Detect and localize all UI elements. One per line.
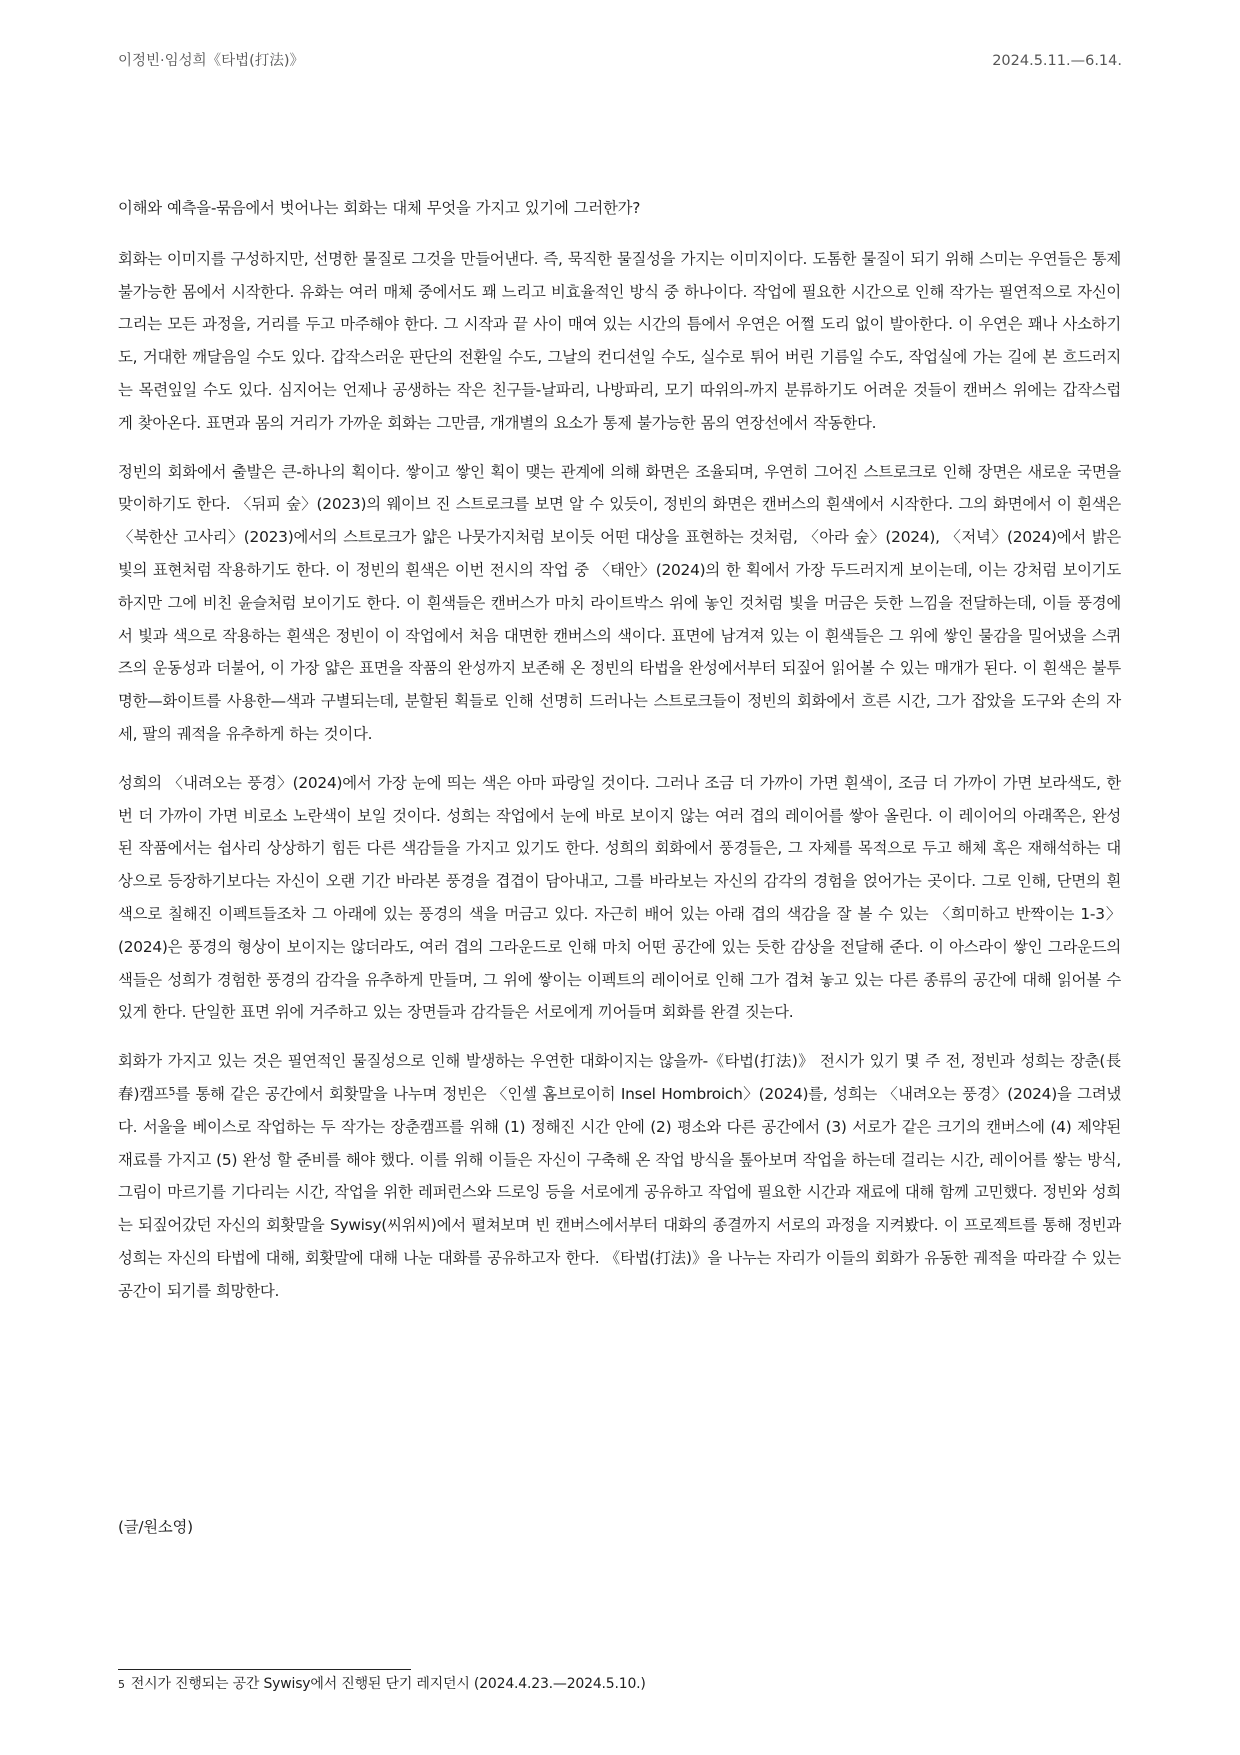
author-credit: (글/원소영)	[118, 1518, 193, 1536]
paragraph-4	[118, 1045, 1121, 1307]
paragraph-3: 성희의 〈내려오는 풍경〉(2024)에서 가장 눈에 띄는 색은 아마 파랑일 것이다. 그러나 조금 더 가까이 가면 흰색이, 조금 더 가까이 가면 보라색도, 한 번 더 가까이 가면 비로소 노란색이 보일 것이다. 성희는 작업에서 눈에 바로 보이지 않는 여러 겹의 레이어를 쌓아 올린다. 이 레이어의 아래쪽은, 완성된 작품에서는 쉽사리 상상하기 힘든 다른 색감들을 가지고 있기도 한다. 성희의 회화에서 풍경들은, 그 자체를 목적으로 두고 해체 혹은 재해석하는 대상으로 등장하기보다는 자신이 오랜 기간 바라본 풍경을 겹겹이 담아내고, 그를 바라보는 자신의 감각의 경험을 얹어가는 곳이다. 그로 인해, 단면의 흰색으로 칠해진 이펙트들조차 그 아래에 있는 풍경의 색을 머금고 있다. 자근히 배어 있는 아래 겹의 색감을 잘 볼 수 있는 〈희미하고 반짝이는 1-3〉(2024)은 풍경의 형상이 보이지는 않더라도, 여러 겹의 그라운드로 인해 마치 어떤 공간에 있는 듯한 감상을 전달해 준다. 이 아스라이 쌓인 그라운드의 색들은 성희가 경험한 풍경의 감각을 유추하게 만들며, 그 위에 쌓이는 이펙트의 레이어로 인해 그가 겹쳐 놓고 있는 다른 종류의 공간에 대해 읽어볼 수 있게 한다. 단일한 표면 위에 거주하고 있는 장면들과 감각들은 서로에게 끼어들며 회화를 완결 짓는다.	[118, 773, 1121, 1022]
essay-body	[118, 192, 1121, 1324]
footnote-text: 전시가 진행되는 공간 Sywisy에서 진행된 단기 레지던시 (2024.4.23.—2024.5.10.)	[130, 1676, 646, 1692]
exhibition-dates: 2024.5.11.—6.14.	[992, 53, 1122, 69]
footnote-number: 5	[118, 1678, 125, 1691]
exhibition-title: 이정빈·임성희《타법(打法)》	[118, 53, 304, 69]
page-header	[118, 46, 1122, 76]
paragraph-4-part-a: 회화가 가지고 있는 것은 필연적인 물질성으로 인해 발생하는 우연한 대화이지는 않을까-《타법(打法)》 전시가 있기 몇 주 전, 정빈과 성희는 장춘(長春)캠프	[118, 1052, 1121, 1103]
footnote	[118, 1672, 646, 1697]
footnote-divider	[118, 1669, 411, 1670]
lead-question: 이해와 예측을-묶음에서 벗어나는 회화는 대체 무엇을 가지고 있기에 그러한가?	[118, 199, 641, 217]
paragraph-1: 회화는 이미지를 구성하지만, 선명한 물질로 그것을 만들어낸다. 즉, 묵직한 물질성을 가지는 이미지이다. 도톰한 물질이 되기 위해 스미는 우연들은 통제 불가능한 몸에서 시작한다. 유화는 여러 매체 중에서도 꽤 느리고 비효율적인 방식 중 하나이다. 작업에 필요한 시간으로 인해 작가는 필연적으로 자신이 그리는 모든 과정을, 거리를 두고 마주해야 한다. 그 시작과 끝 사이 매여 있는 시간의 틈에서 우연은 어쩔 도리 없이 발아한다. 이 우연은 꽤나 사소하기도, 거대한 깨달음일 수도 있다. 갑작스러운 판단의 전환일 수도, 그날의 컨디션일 수도, 실수로 튀어 버린 기름일 수도, 작업실에 가는 길에 본 흐드러지는 목련잎일 수도 있다. 심지어는 언제나 공생하는 작은 친구들-날파리, 나방파리, 모기 따위의-까지 분류하기도 어려운 것들이 캔버스 위에는 갑작스럽게 찾아온다. 표면과 몸의 거리가 가까운 회화는 그만큼, 개개별의 요소가 통제 불가능한 몸의 연장선에서 작동한다.	[118, 249, 1121, 432]
footnote-reference[interactable]: 5	[168, 1084, 176, 1098]
paragraph-2: 정빈의 회화에서 출발은 큰-하나의 획이다. 쌓이고 쌓인 획이 맺는 관계에 의해 화면은 조율되며, 우연히 그어진 스트로크로 인해 장면은 새로운 국면을 맞이하기도 한다. 〈뒤피 숲〉(2023)의 웨이브 진 스트로크를 보면 알 수 있듯이, 정빈의 화면은 캔버스의 흰색에서 시작한다. 그의 화면에서 이 흰색은 〈북한산 고사리〉(2023)에서의 스트로크가 얇은 나뭇가지처럼 보이듯 어떤 대상을 표현하는 것처럼, 〈아라 숲〉(2024), 〈저녁〉(2024)에서 밝은 빛의 표현처럼 작용하기도 한다. 이 정빈의 흰색은 이번 전시의 작업 중 〈태안〉(2024)의 한 획에서 가장 두드러지게 보이는데, 이는 강처럼 보이기도 하지만 그에 비친 윤슬처럼 보이기도 한다. 이 흰색들은 캔버스가 마치 라이트박스 위에 놓인 것처럼 빛을 머금은 듯한 느낌을 전달하는데, 이들 풍경에서 빛과 색으로 작용하는 흰색은 정빈이 이 작업에서 처음 대면한 캔버스의 색이다. 표면에 남겨져 있는 이 흰색들은 그 위에 쌓인 물감을 밀어냈을 스퀴즈의 운동성과 더불어, 이 가장 얇은 표면을 작품의 완성까지 보존해 온 정빈의 타법을 완성에서부터 되짚어 읽어볼 수 있는 매개가 된다. 이 흰색은 불투명한—화이트를 사용한—색과 구별되는데, 분할된 획들로 인해 선명히 드러나는 스트로크들이 정빈의 회화에서 흐른 시간, 그가 잡았을 도구와 손의 자세, 팔의 궤적을 유추하게 하는 것이다.	[118, 462, 1121, 743]
paragraph-4-part-b: 를 통해 같은 공간에서 회홧말을 나누며 정빈은 〈인셀 홈브로이히 Insel Hombroich〉(2024)를, 성희는 〈내려오는 풍경〉(2024)을 그려냈다. 서울을 베이스로 작업하는 두 작가는 장춘캠프를 위해 (1) 정해진 시간 안에 (2) 평소와 다른 공간에서 (3) 서로가 같은 크기의 캔버스에 (4) 제약된 재료를 가지고 (5) 완성 할 준비를 해야 했다. 이를 위해 이들은 자신이 구축해 온 작업 방식을 톺아보며 작업을 하는데 걸리는 시간, 레이어를 쌓는 방식, 그림이 마르기를 기다리는 시간, 작업을 위한 레퍼런스와 드로잉 등을 서로에게 공유하고 작업에 필요한 시간과 재료에 대해 함께 고민했다. 정빈와 성희는 되짚어갔던 자신의 회홧말을 Sywisy(씨위씨)에서 펼쳐보며 빈 캔버스에서부터 대화의 종결까지 서로의 과정을 지켜봤다. 이 프로젝트를 통해 정빈과 성희는 자신의 타법에 대해, 회홧말에 대해 나눈 대화를 공유하고자 한다. 《타법(打法)》을 나누는 자리가 이들의 회화가 유동한 궤적을 따라갈 수 있는 공간이 되기를 희망한다.	[118, 1084, 1121, 1300]
